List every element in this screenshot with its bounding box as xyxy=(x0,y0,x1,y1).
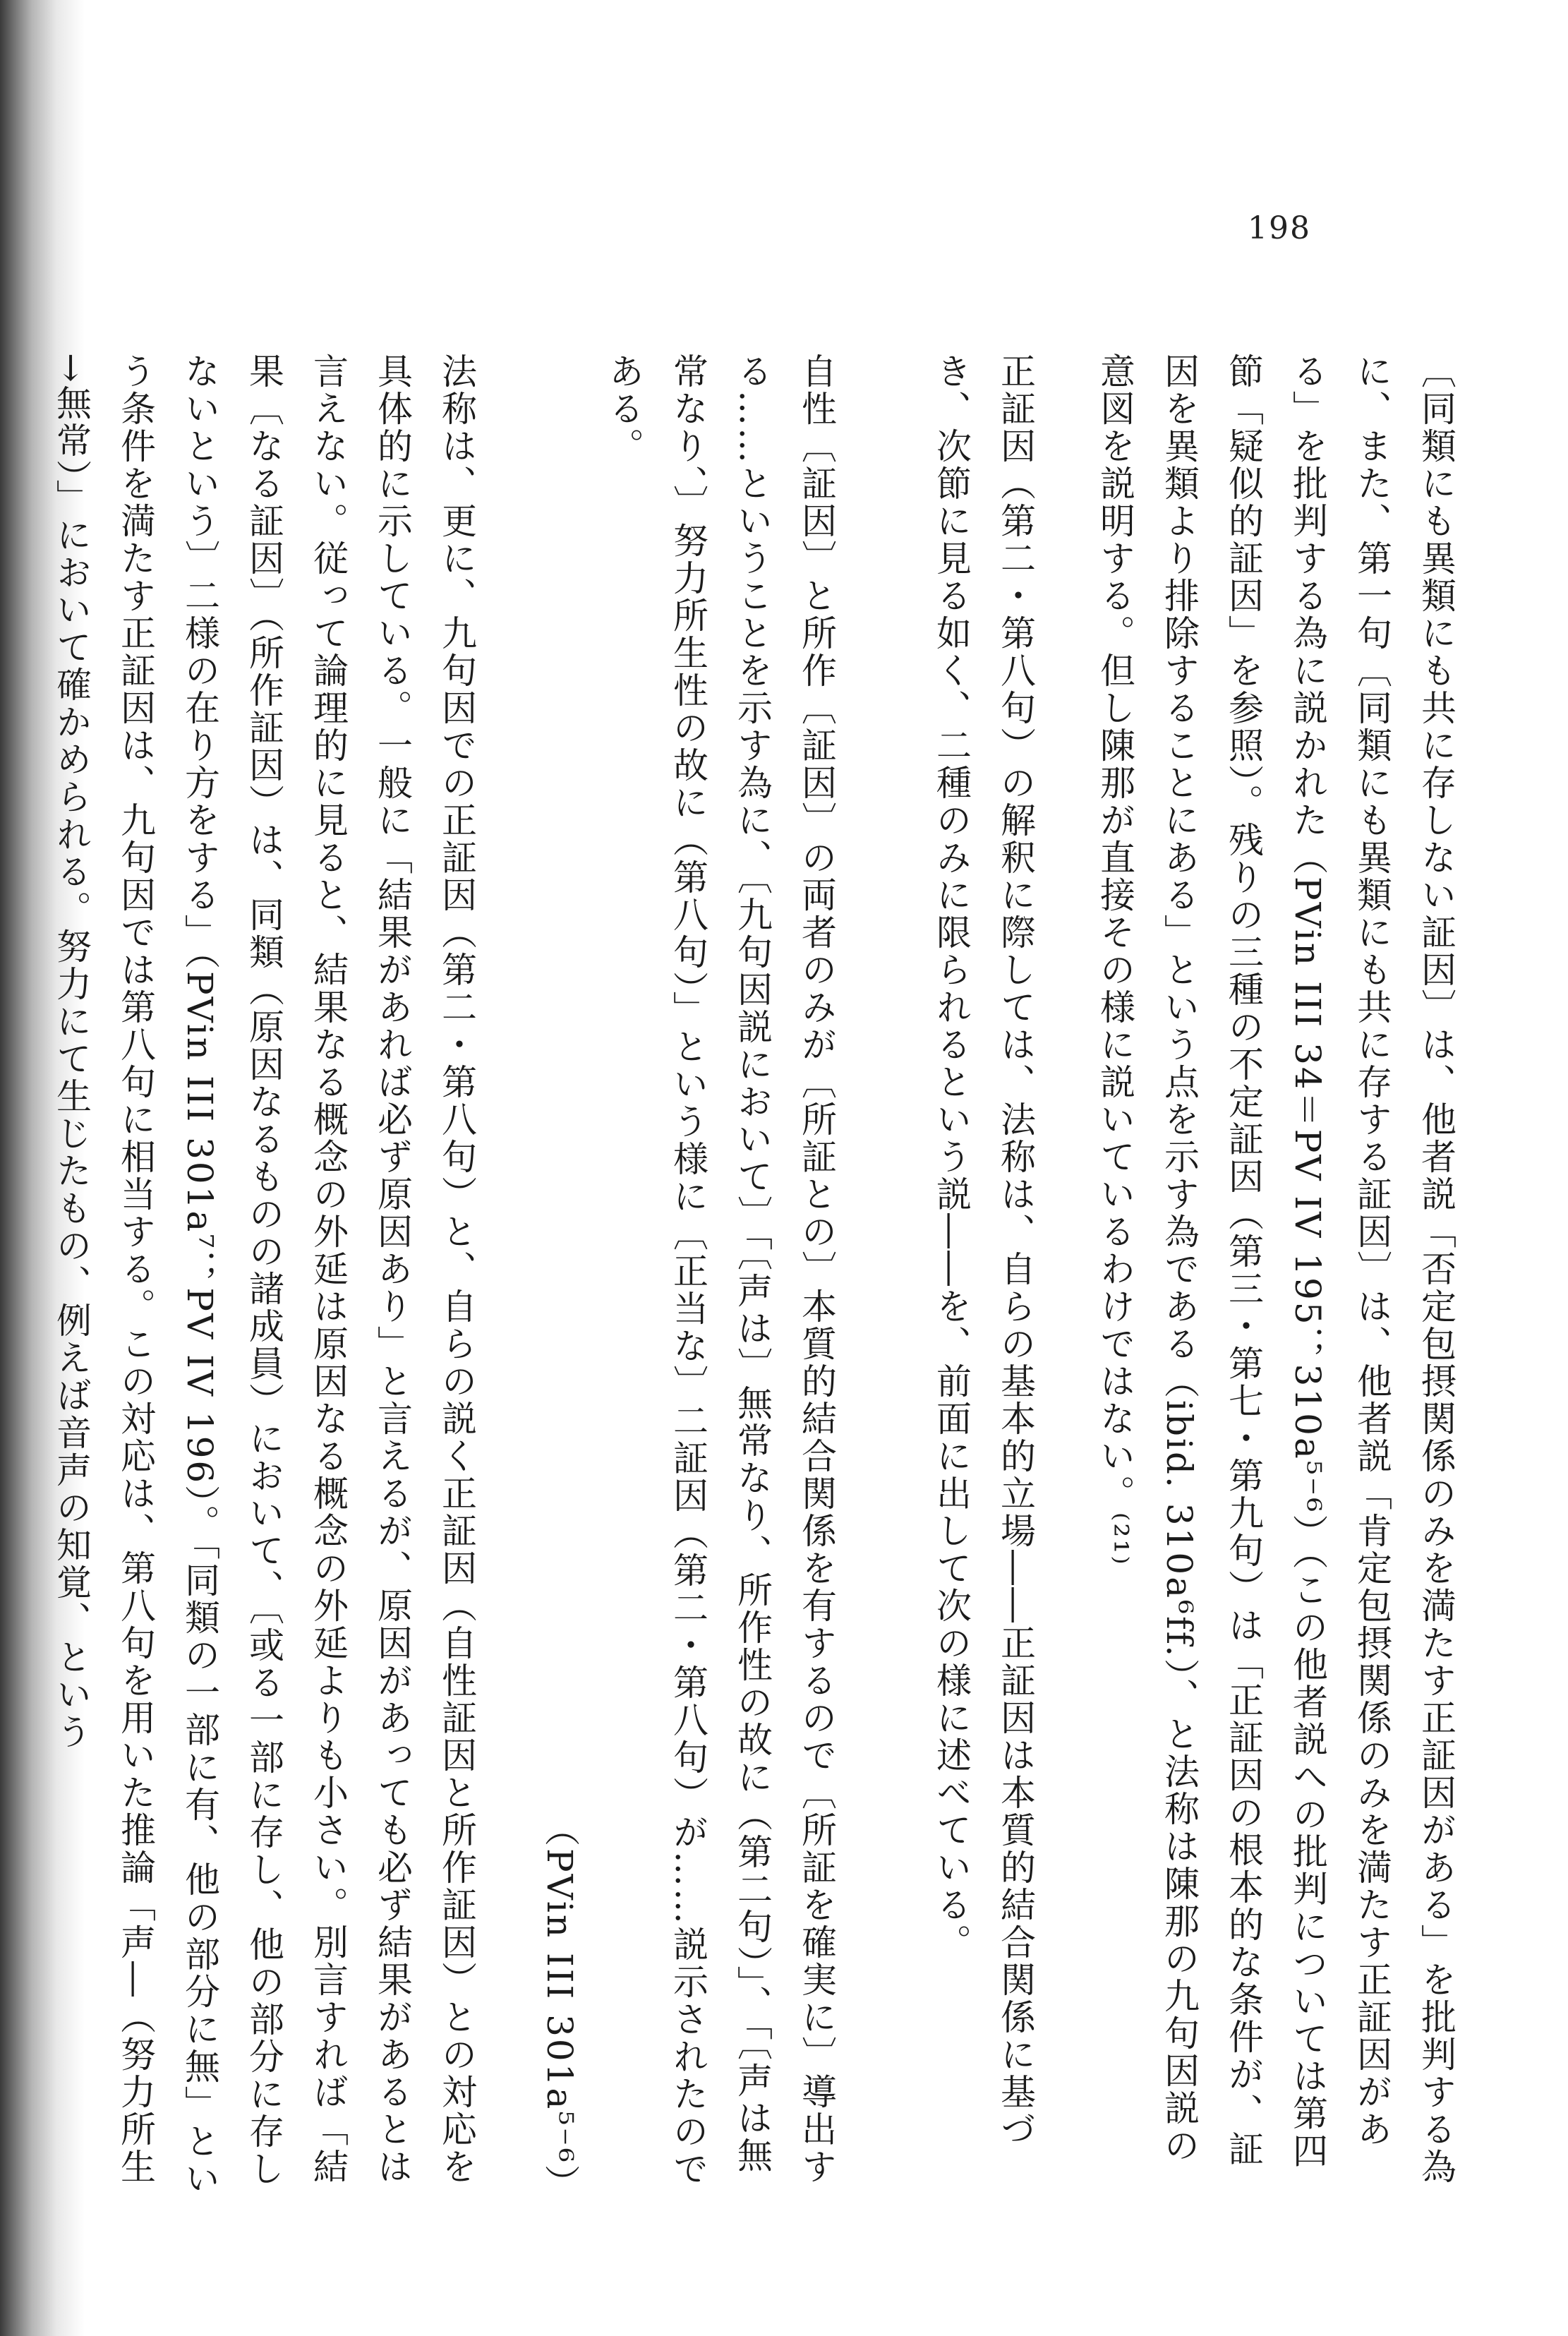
page-body xyxy=(51,353,1468,2202)
block-quote: 自性〔証因〕と所作〔証因〕の両者のみが〔所証との〕本質的結合関係を有するので〔所証を確実に〕導出する……ということを示す為に、〔九句因説において〕「〔声は〕無常なり、所作性の故に（第二句）」、「〔声は無常なり、〕努力所生性の故に（第八句）」という様に〔正当な〕二証因（第二・第八句）が……説示されたのである。 xyxy=(603,353,837,2188)
page-number: 198 xyxy=(1248,210,1311,246)
paragraph-3: 法称は、更に、九句因での正証因（第二・第八句）と、自らの説く正証因（自性証因と所作証因）との対応を具体的に示している。一般に「結果があれば必ず原因あり」と言えるが、原因があっても必ず結果があるとは言えない。従って論理的に見ると、結果なる概念の外延は原因なる概念の外延よりも小さい。別言すれば「結果〔なる証因〕（所作証因）は、同類（原因なるものの諸成員）において、〔或る一部に存し、他の部分に存しないという〕二様の在り方をする」（PVin III 301a⁷；PV IV 196）。「同類の一部に有、他の部分に無」という条件を満たす正証因は、九句因では第八句に相当する。この対応は、第八句を用いた推論「声―（努力所生→無常）」において確かめられる。努力にて生じたもの、例えば音声の知覚、という xyxy=(51,353,477,2198)
paragraph-2: 正証因（第二・第八句）の解釈に際しては、法称は、自らの基本的立場――正証因は本質的結合関係に基づき、次節に見る如く、二種のみに限られるという説――を、前面に出して次の様に述べている。 xyxy=(931,353,1036,2148)
paragraph-1: 〔同類にも異類にも共に存しない証因〕は、他者説「否定包摂関係のみを満たす正証因がある」を批判する為に、また、第一句〔同類にも異類にも共に存する証因〕は、他者説「肯定包摂関係のみを満たす正証因がある」を批判する為に説かれた（PVin III 34＝PV IV 195；310a⁵⁻⁶）（この他者説への批判については第四節「疑似的証因」を参照）。残りの三種の不定証因（第三・第七・第九句）は「正証因の根本的な条件が、証因を異類より排除することにある」という点を示す為である（ibid. 310a⁶ff.）、と法称は陳那の九句因説の意図を説明する。但し陳那が直接その様に説いているわけではない。⁽²¹⁾ xyxy=(1094,353,1457,2186)
quote-citation: （PVin III 301a⁵⁻⁶） xyxy=(539,1811,580,2202)
